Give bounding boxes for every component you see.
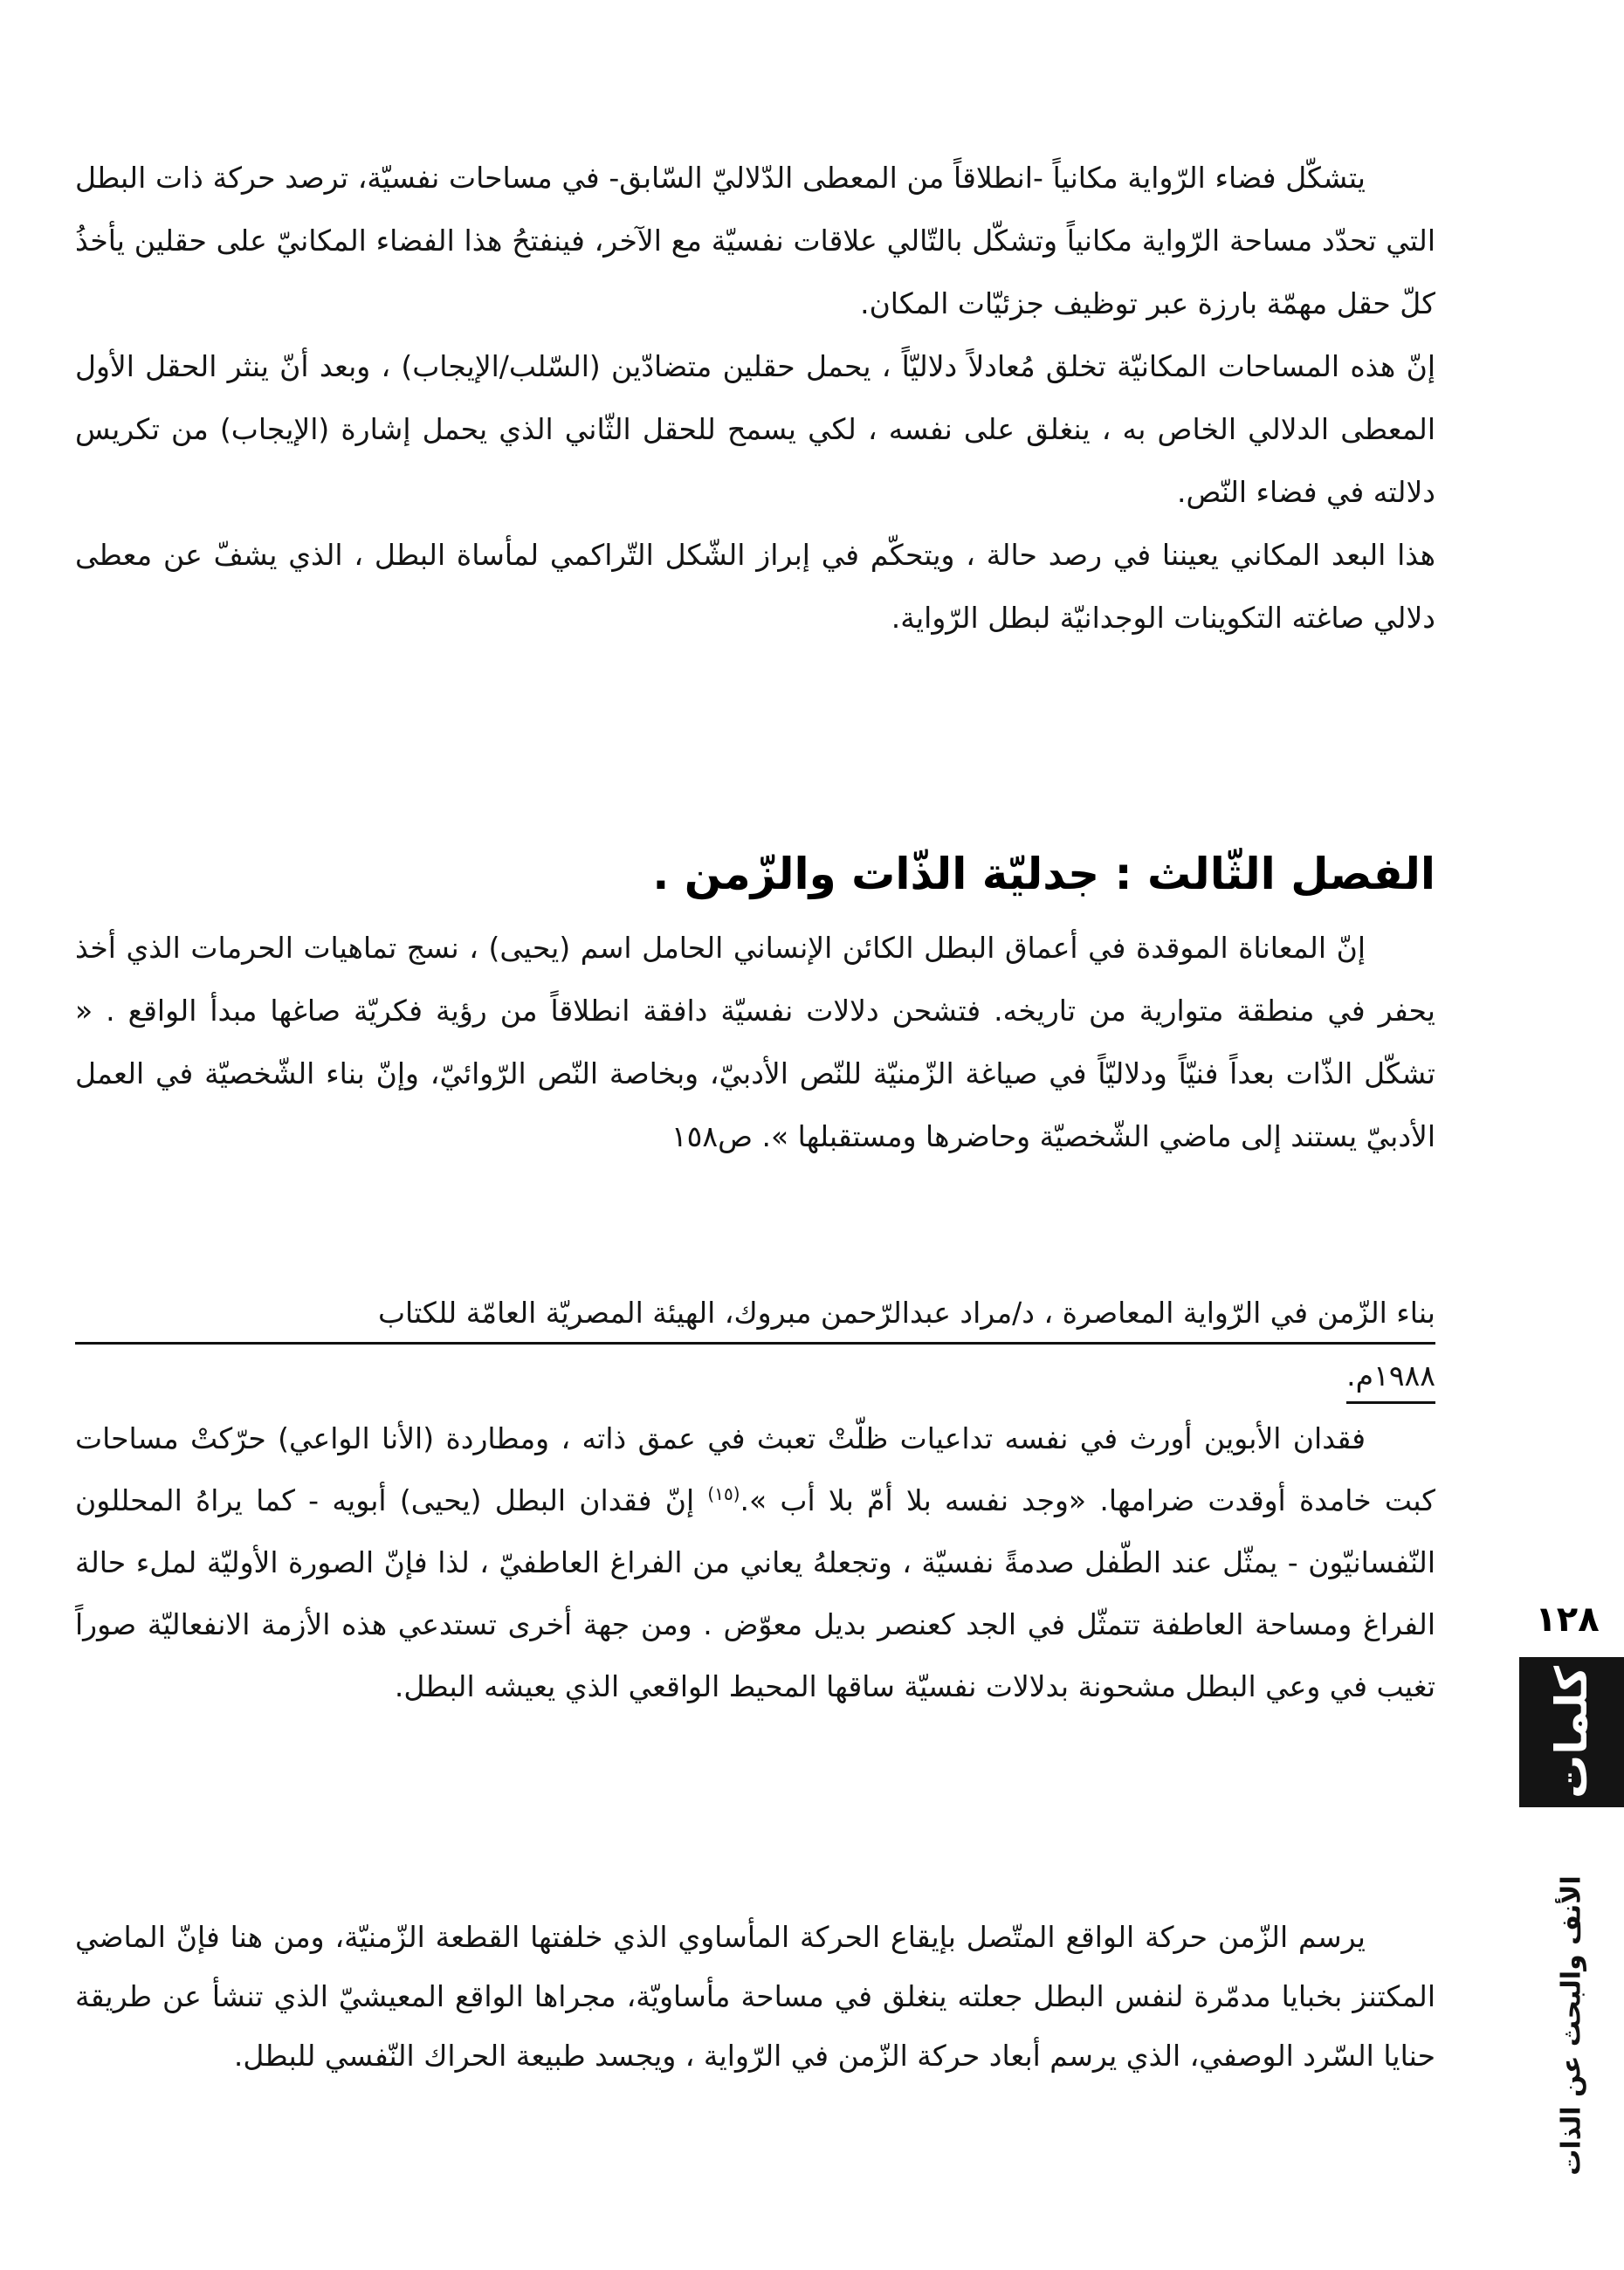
- paragraph-space-psychological: يتشكّل فضاء الرّواية مكانياً -انطلاقاً من المعطى الدّلاليّ السّابق- في مساحات نفسيّة، ترصد حركة ذات البطل التي تحدّد مساحة الرّواية مكانياً وتشكّل بالتّالي علاقات نفسيّة مع الآخر، فينفتحُ هذا الفضاء المكانيّ على حقلين يأخذُ كلّ حقل مهمّة بارزة عبر توظيف جزئيّات المكان.: [75, 161, 1435, 320]
- brand-logo-text: كلمات: [1546, 1665, 1597, 1799]
- paragraph-spatial-fields: إنّ هذه المساحات المكانيّة تخلق مُعادلاً دلاليّاً ، يحمل حقلين متضادّين (السّلب/الإيجاب) ، وبعد أنّ ينثر الحقل الأول المعطى الدلالي الخاص به ، ينغلق على نفسه ، لكي يسمح للحقل الثّاني الذي يحمل إشارة (الإيجاب) من تكريس دلالته في فضاء النّص.: [75, 349, 1435, 509]
- chapter-heading: الفصل الثّالث : جدليّة الذّات والزّمن .: [652, 849, 1435, 899]
- loss-text-before-ref: فقدان الأبوين أورث في نفسه تداعيات ظلّتْ تعبث في عمق ذاته ، ومطاردة (الأنا الواعي) حرّكتْ مساحات كبت خامدة أوقدت ضرامها. «وجد نفسه بلا أمّ بلا أب ».: [75, 1421, 1436, 1517]
- opening-paragraphs: [75, 147, 1435, 650]
- loss-text-after-ref: إنّ فقدان البطل (يحيى) أبويه - كما يراهُ المحللون النّفسانيّون - يمثّل عند الطّفل صدمةً نفسيّة ، وتجعلهُ يعاني من الفراغ العاطفيّ ، لذا فإنّ الصورة الأوليّة لملء حالة الفراغ ومساحة العاطفة تتمثّل في الجد كعنصر بديل معوّض . ومن جهة أخرى تستدعي هذه الأزمة الانفعاليّة صوراً تغيب في وعي البطل مشحونة بدلالات نفسيّة ساقها المحيط الواقعي الذي يعيشه البطل.: [75, 1483, 1435, 1703]
- brand-logo: [1519, 1657, 1624, 1807]
- page-number: ١٢٨: [1535, 1599, 1600, 1640]
- paragraph-suffering: إنّ المعاناة الموقدة في أعماق البطل الكائن الإنساني الحامل اسم (يحيى) ، نسج تماهيات الحرمات الذي أخذ يحفر في منطقة متوارية من تاريخه. فتشحن دلالات نفسيّة دافقة انطلاقاً من رؤية فكريّة صاغها مبدأ الواقع . « تشكّل الذّات بعداً فنيّاً ودلاليّاً في صياغة الزّمنيّة للنّص الأدبيّ، وبخاصة النّص الرّوائيّ، وإنّ بناء الشّخصيّة في العمل الأدبيّ يستند إلى ماضي الشّخصيّة وحاضرها ومستقبلها ». ص١٥٨: [75, 931, 1435, 1153]
- chapter-intro: [75, 917, 1435, 1168]
- paragraph-spatial-dimension: هذا البعد المكاني يعيننا في رصد حالة ، ويتحكّم في إبراز الشّكل التّراكمي لمأساة البطل ، الذي يشفّ عن معطى دلالي صاغته التكوينات الوجدانيّة لبطل الرّواية.: [75, 538, 1435, 635]
- footnote: [75, 1282, 1435, 1407]
- loss-section: [75, 1407, 1435, 1717]
- time-section: [75, 1908, 1435, 2086]
- footnote-year: ١٩٨٨م.: [1346, 1351, 1435, 1404]
- paragraph-loss-of-parents: [75, 1407, 1435, 1717]
- footnote-reference: (١٥): [707, 1483, 740, 1504]
- paragraph-time-movement: يرسم الزّمن حركة الواقع المتّصل بإيقاع الحركة المأساوي الذي خلفتها القطعة الزّمنيّة، ومن هنا فإنّ الماضي المكتنز بخبايا مدمّرة لنفس البطل جعلته ينغلق في مساحة مأساويّة، مجراها الواقع المعيشيّ الذي تنشأ عن طريقة حنايا السّرد الوصفي، الذي يرسم أبعاد حركة الزّمن في الرّواية ، ويجسد طبيعة الحراك النّفسي للبطل.: [75, 1920, 1435, 2073]
- running-title: الأنف والبحث عن الذات: [1556, 1875, 1587, 2176]
- footnote-divider: [75, 1342, 1435, 1345]
- footnote-citation: بناء الزّمن في الرّواية المعاصرة ، د/مراد عبدالرّحمن مبروك، الهيئة المصريّة العامّة للكتاب: [377, 1296, 1435, 1330]
